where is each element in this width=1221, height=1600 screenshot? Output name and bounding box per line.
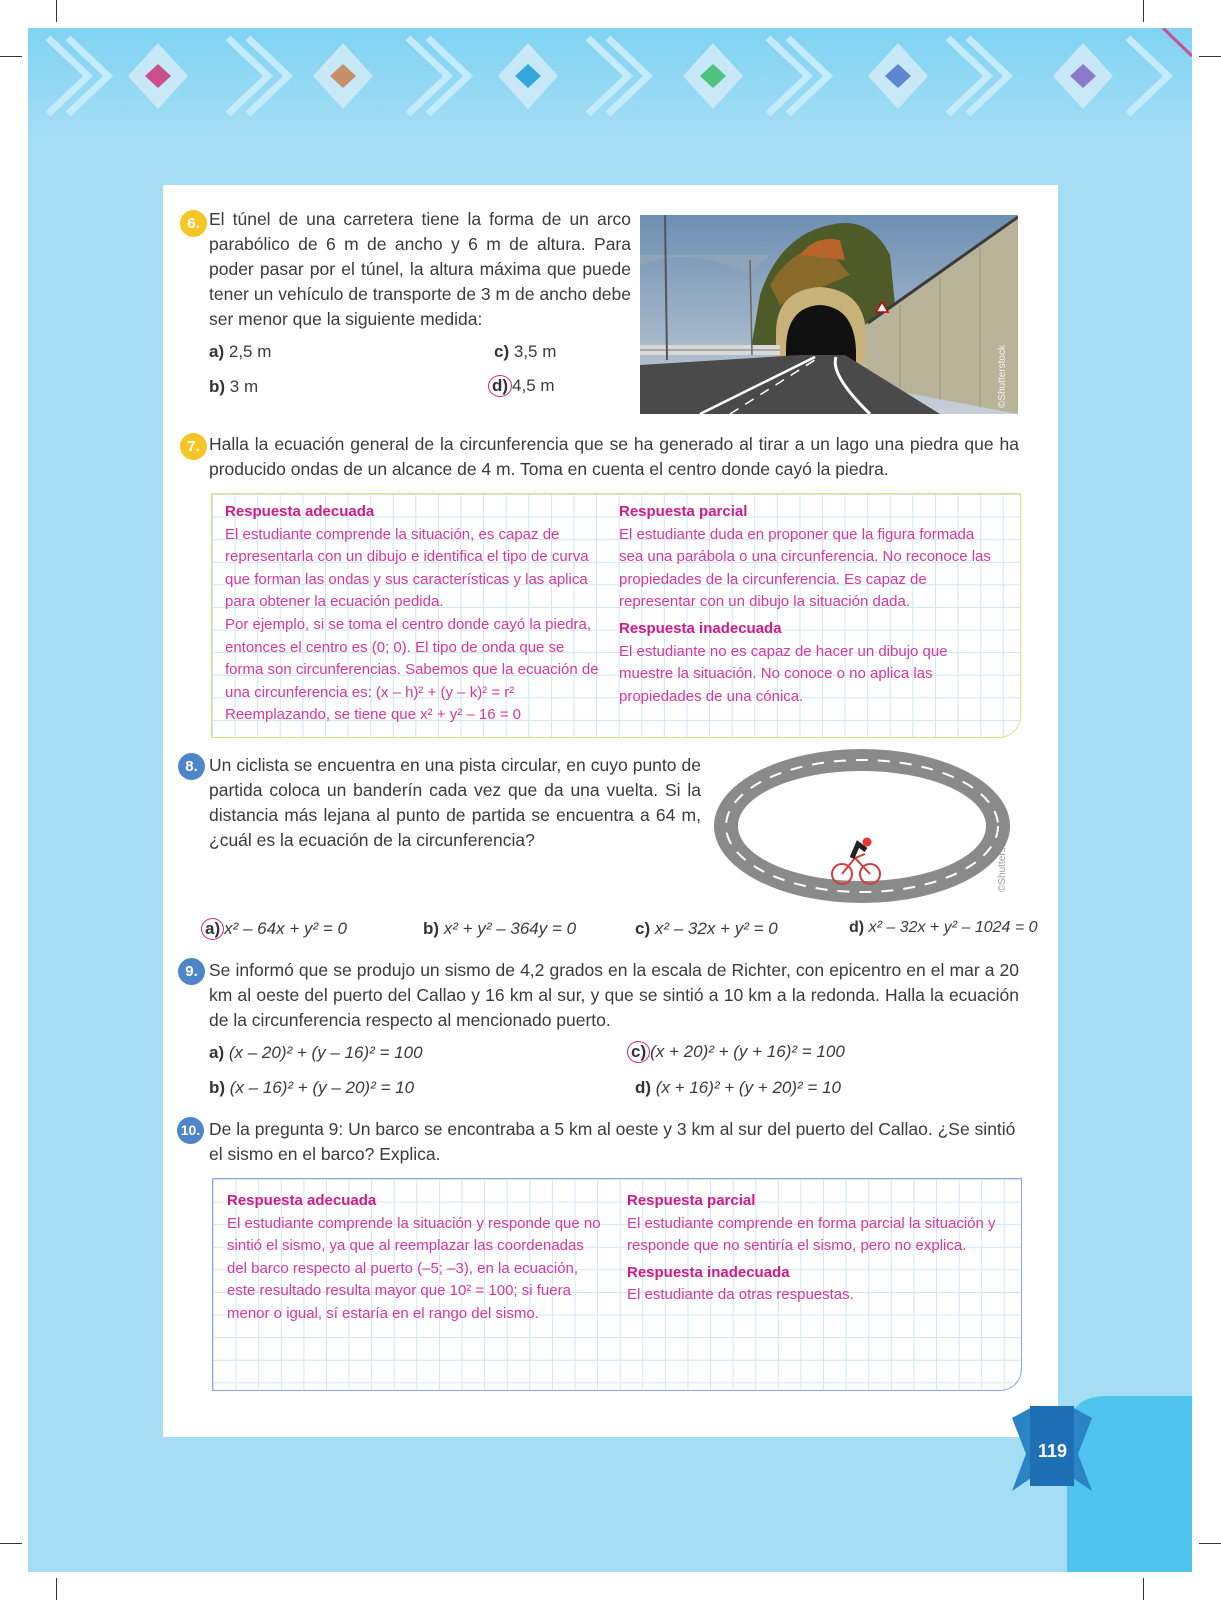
crop-mark: [0, 56, 22, 57]
option-text: (x + 20)² + (y + 16)² = 100: [650, 1042, 845, 1061]
option-text: x² – 64x + y² = 0: [224, 919, 347, 938]
rubric-heading: Respuesta adecuada: [225, 503, 375, 520]
photo-credit: ©Shutterstock: [997, 345, 1008, 408]
crop-mark: [1199, 1543, 1221, 1544]
question-number-badge: 8.: [178, 753, 205, 780]
option-b[interactable]: [423, 919, 576, 939]
photo-credit: ©Shutterstock: [997, 829, 1008, 892]
page-number-ribbon: [1012, 1396, 1192, 1572]
option-c[interactable]: [635, 919, 778, 939]
option-letter-circled: a): [201, 918, 224, 940]
question-9-text: [209, 958, 1019, 1033]
option-text: 2,5 m: [228, 342, 272, 361]
question-text: Halla la ecuación general de la circunferencia que se ha generado al tirar a un lago una piedra que ha producido ondas de un alcance de 4 m. Toma en cuenta el centro donde cayó la piedra.: [209, 434, 1019, 479]
option-letter: c): [635, 919, 651, 938]
crop-mark: [1143, 1578, 1144, 1600]
rubric-adequate: [225, 501, 600, 727]
option-text: (x + 16)² + (y + 20)² = 10: [655, 1078, 841, 1097]
option-text: 3 m: [229, 377, 259, 396]
tunnel-photo: [640, 215, 1018, 414]
rubric-partial: [619, 501, 994, 708]
rubric-text: El estudiante comprende la situación, es capaz de representarla con un dibujo e identifica el tipo de curva que forman las ondas y sus características y las aplica para obtener la ecuación pedida.: [225, 525, 589, 611]
option-d[interactable]: [849, 919, 1038, 937]
rubric-text: El estudiante no es capaz de hacer un dibujo que muestre la situación. No conoce o no aplica las propiedades de una cónica.: [619, 642, 948, 705]
question-text: El túnel de una carretera tiene la forma de un arco parabólico de 6 m de ancho y 6 m de altura. Para poder pasar por el túnel, la altura máxima que puede tener un vehículo de transporte de 3 m de ancho debe ser menor que la siguiente medida:: [209, 209, 631, 329]
rubric-adequate: [227, 1190, 607, 1326]
crop-mark: [1199, 56, 1221, 57]
rubric-heading: Respuesta inadecuada: [627, 1263, 790, 1281]
option-letter: d): [849, 919, 865, 936]
option-text: (x – 16)² + (y – 20)² = 10: [229, 1078, 415, 1097]
page-number: 119: [1038, 1441, 1068, 1461]
question-text: Se informó que se produjo un sismo de 4,2 grados en la escala de Richter, con epicentro en el mar a 20 km al oeste del puerto del Callao y 16 km al sur, y que se sintió a 10 km a la redonda. Halla la ecuación de la circunferencia respecto al mencionado puerto.: [209, 960, 1019, 1030]
option-a[interactable]: [209, 342, 271, 362]
option-b[interactable]: [209, 1078, 414, 1098]
crop-mark: [56, 0, 57, 22]
rubric-text: Por ejemplo, si se toma el centro donde cayó la piedra, entonces el centro es (0; 0). El tipo de onda que se forma son circunferencias. Sabemos que la ecuación de una circunferencia es: (x – h)² + (y – k)² = r²: [225, 615, 599, 701]
option-letter: a): [209, 1043, 225, 1062]
cycling-track-illustration: [710, 746, 1014, 906]
option-letter: c): [494, 342, 510, 361]
question-number-badge: 9.: [178, 958, 205, 985]
question-number-badge: 6.: [180, 210, 207, 237]
option-letter: b): [209, 1078, 226, 1097]
option-text: 3,5 m: [513, 342, 557, 361]
rubric-text: El estudiante comprende la situación y responde que no sintió el sismo, ya que al reemplazar las coordenadas del barco respecto al puerto (–5; –3), en la ecuación, este resultado resulta mayor que 10² = 100; si fuera menor o igual, sí estaría en el rango del sismo.: [227, 1214, 601, 1322]
rubric-partial: [627, 1190, 1007, 1307]
crop-mark: [1143, 0, 1144, 22]
option-text: (x – 20)² + (y – 16)² = 100: [228, 1043, 423, 1062]
option-letter-circled: c): [627, 1041, 650, 1063]
rubric-heading: Respuesta parcial: [619, 503, 748, 520]
option-text: 4,5 m: [512, 376, 555, 395]
rubric-heading: Respuesta inadecuada: [619, 619, 782, 637]
question-text: De la pregunta 9: Un barco se encontraba a 5 km al oeste y 3 km al sur del puerto del Callao. ¿Se sintió el sismo en el barco? Explica.: [209, 1119, 1016, 1164]
option-letter: a): [209, 342, 225, 361]
question-number-badge: 7.: [180, 433, 207, 460]
decorative-banner: [28, 28, 1192, 136]
crop-mark: [56, 1578, 57, 1600]
option-text: x² + y² – 364y = 0: [443, 919, 577, 938]
question-10-text: [209, 1117, 1019, 1167]
option-a-selected[interactable]: [201, 918, 347, 940]
option-d-selected[interactable]: [488, 375, 555, 397]
rubric-text: Reemplazando, se tiene que x² + y² – 16 = 0: [225, 706, 522, 724]
option-c[interactable]: [494, 342, 556, 362]
question-7-text: [209, 432, 1019, 482]
question-8-text: [209, 753, 701, 853]
option-c-selected[interactable]: [627, 1041, 845, 1063]
option-letter: b): [423, 919, 440, 938]
option-d[interactable]: [635, 1078, 841, 1098]
rubric-text: El estudiante da otras respuestas.: [627, 1286, 854, 1304]
option-letter-circled: d): [488, 375, 512, 397]
option-b[interactable]: [209, 377, 258, 397]
question-text: Un ciclista se encuentra en una pista circular, en cuyo punto de partida coloca un banderín cada vez que da una vuelta. Si la distancia más lejana al punto de partida se encuentra a 64 m, ¿cuál es la ecuación de la circunferencia?: [209, 755, 701, 850]
option-letter: b): [209, 377, 226, 396]
option-text: x² – 32x + y² = 0: [654, 919, 778, 938]
option-a[interactable]: [209, 1043, 423, 1063]
rubric-text: El estudiante comprende en forma parcial la situación y responde que no sentiría el sismo, pero no explica.: [627, 1214, 996, 1255]
rubric-heading: Respuesta adecuada: [227, 1192, 377, 1209]
option-letter: d): [635, 1078, 652, 1097]
rubric-heading: Respuesta parcial: [627, 1192, 756, 1209]
rubric-text: El estudiante duda en proponer que la figura formada sea una parábola o una circunferencia. No reconoce las propiedades de la circunferencia. Es capaz de representar con un dibujo la situación dada.: [619, 525, 991, 611]
question-number-badge: 10.: [177, 1117, 204, 1144]
crop-mark: [0, 1543, 22, 1544]
option-text: x² – 32x + y² – 1024 = 0: [868, 919, 1038, 936]
question-6-text: [209, 207, 631, 332]
